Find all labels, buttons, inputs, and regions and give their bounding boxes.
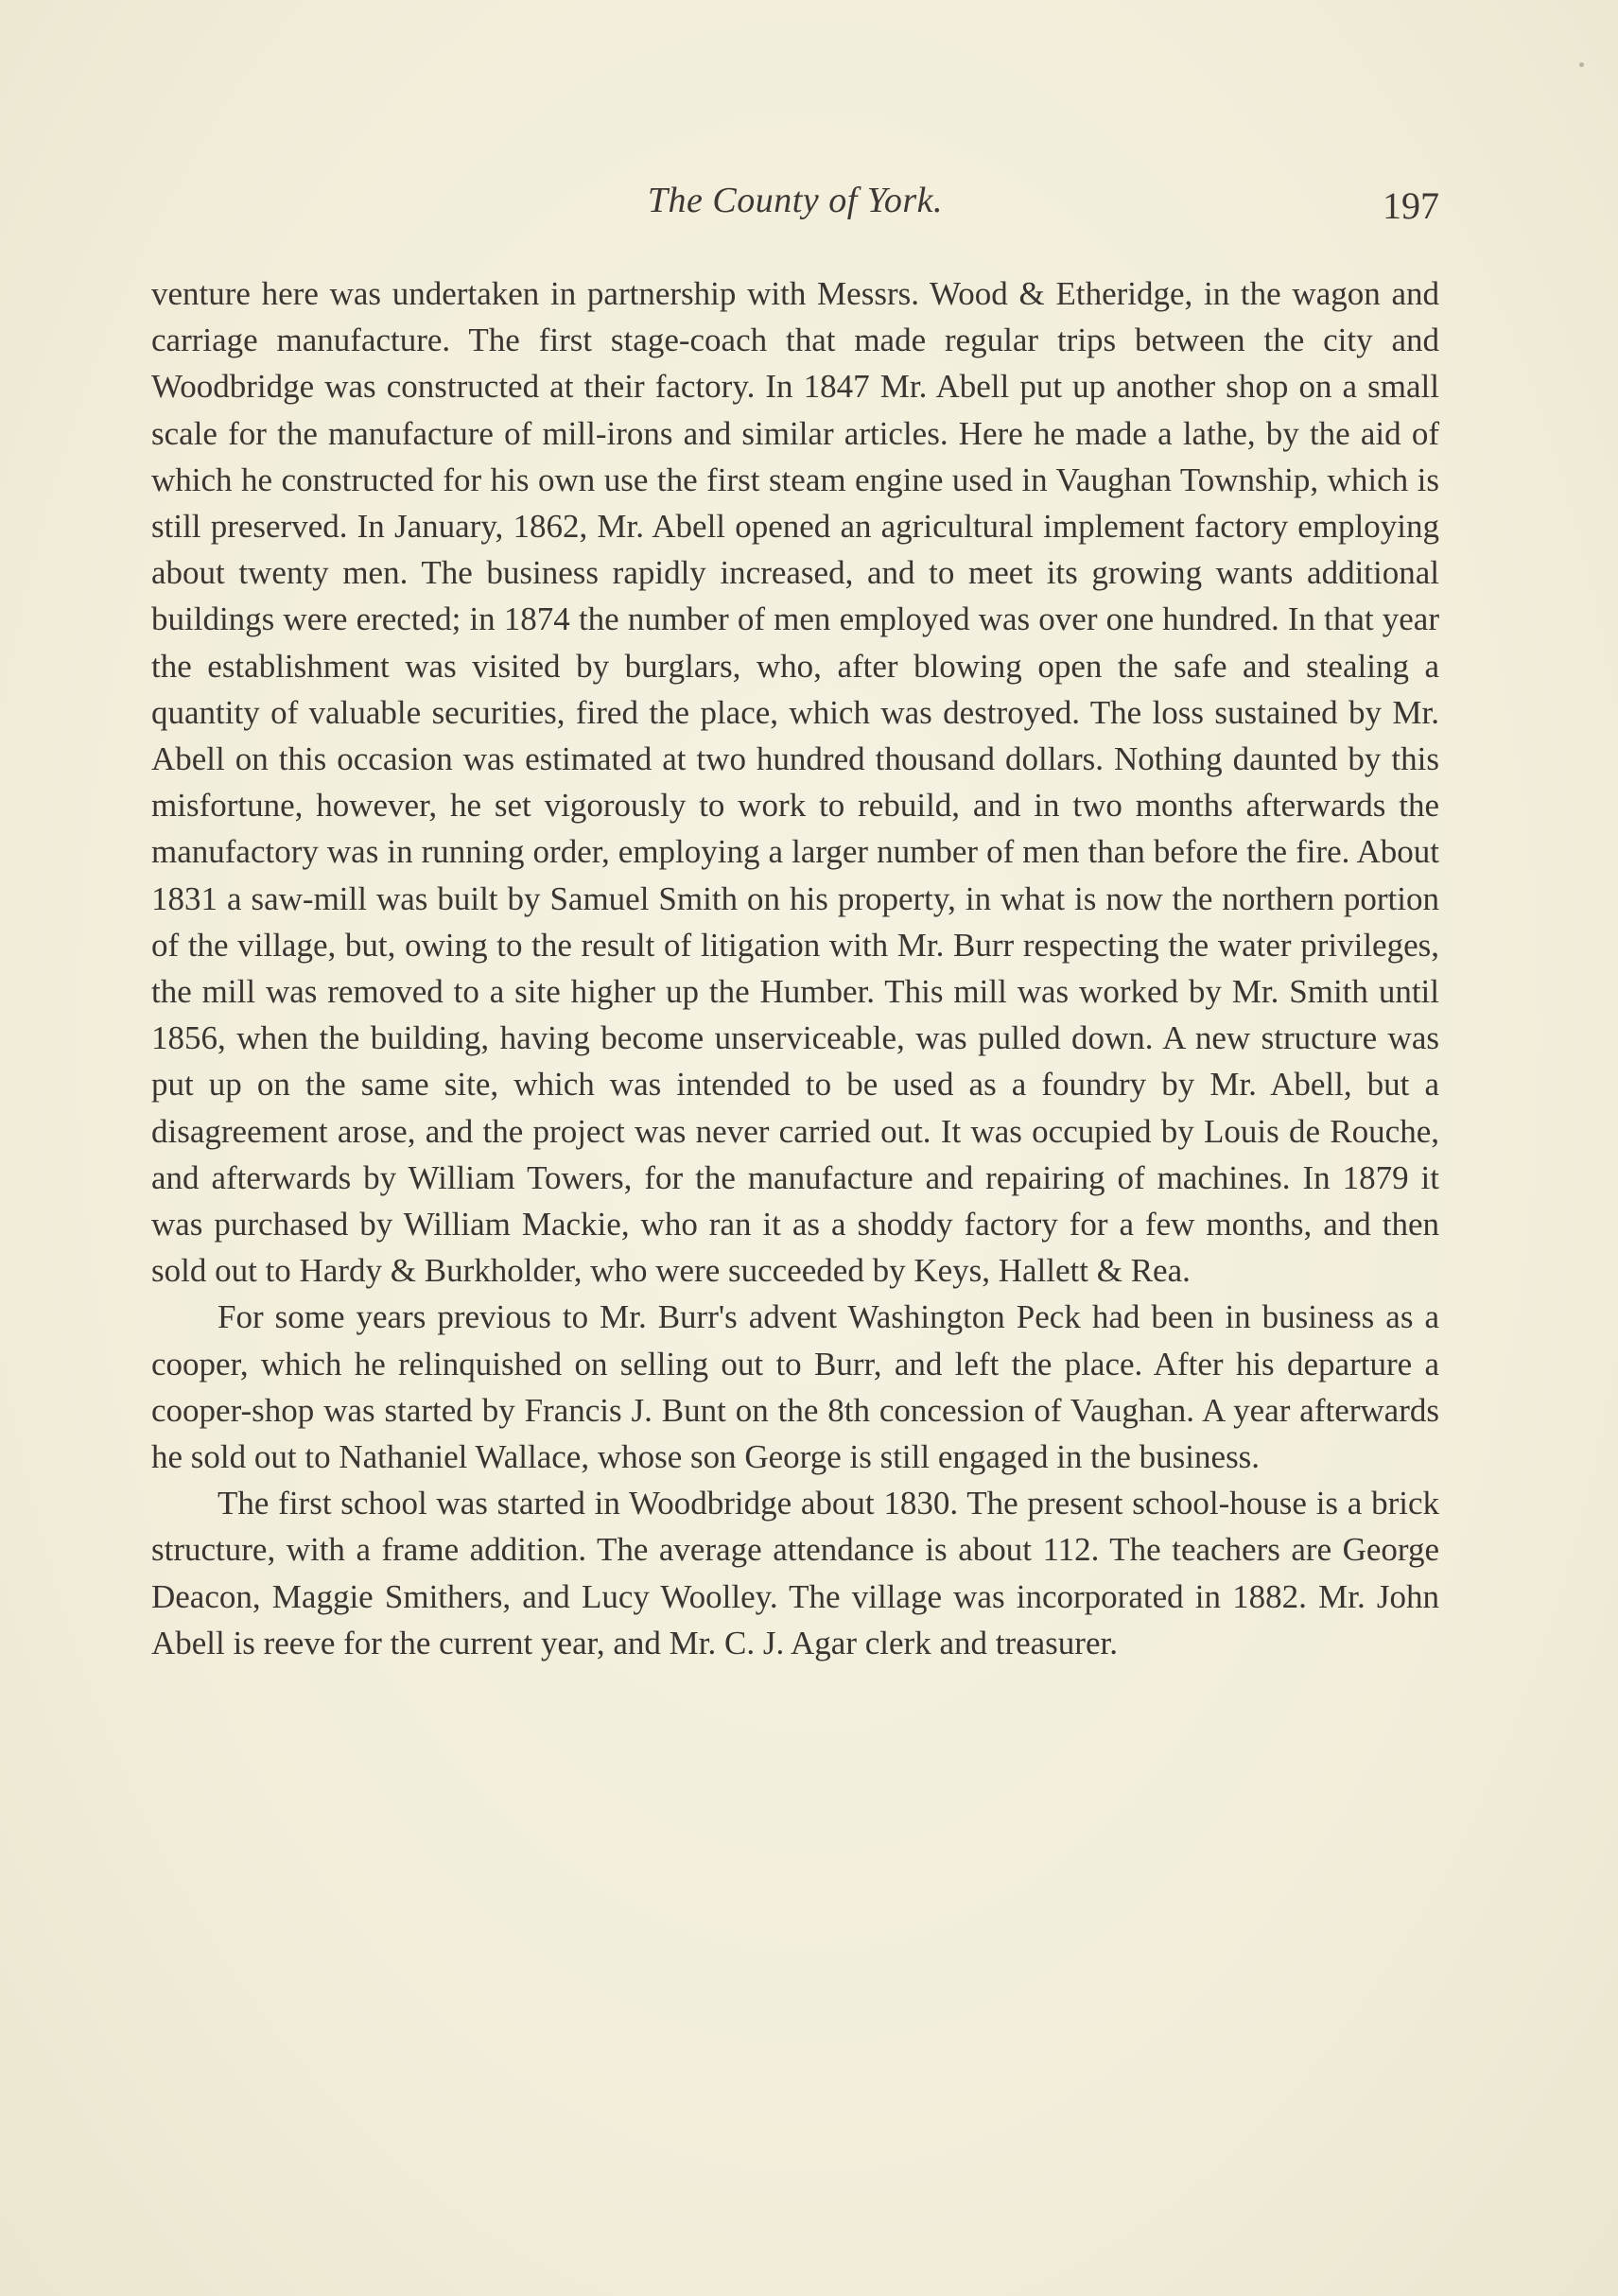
paper-speck [1579, 62, 1584, 67]
running-head [151, 180, 1439, 236]
running-title: The County of York. [647, 181, 944, 220]
paragraph-cooper-shop: For some years previous to Mr. Burr's advent Washington Peck had been in business as a cooper, which he relinquished on selling out to Burr, and left the place. After his departure a cooper-shop was started by Francis J. Bunt on the 8th concession of Vaughan. A year afterwards he sold out to Nathaniel Wallace, whose son George is still engaged in the business. [151, 1298, 1439, 1476]
body-text [151, 270, 1439, 1666]
paragraph-school: The first school was started in Woodbridge about 1830. The present school-house is a brick structure, with a frame addition. The average attendance is about 112. The teachers are George Deacon, Maggie Smithers, and Lucy Woolley. The village was incorporated in 1882. Mr. John Abell is reeve for the current year, and Mr. C. J. Agar clerk and treasurer. [151, 1485, 1439, 1661]
page-number: 197 [1383, 184, 1439, 227]
paragraph-abell-factory: venture here was undertaken in partnership with Messrs. Wood & Etheridge, in the wagon and carriage manufacture. The first stage-coach that made regular trips between the city and Woodbridge was constructed at their factory. In 1847 Mr. Abell put up another shop on a small scale for the manufacture of mill-irons and similar articles. Here he made a lathe, by the aid of which he constructed for his own use the first steam engine used in Vaughan Township, which is still preserved. In January, 1862, Mr. Abell opened an agricultural implement factory employing about twenty men. The business rapidly increased, and to meet its growing wants additional buildings were erected; in 1874 the number of men employed was over one hundred. In that year the establishment was visited by burglars, who, after blowing open the safe and stealing a quantity of valuable securities, fired the place, which was destroyed. The loss sustained by Mr. Abell on this occasion was estimated at two hundred thousand dollars. Nothing daunted by this misfortune, however, he set vigorously to work to rebuild, and in two months afterwards the manufactory was in running order, employing a larger number of men than before the fire. About 1831 a saw-mill was built by Samuel Smith on his property, in what is now the northern portion of the village, but, owing to the result of litigation with Mr. Burr respecting the water privileges, the mill was removed to a site higher up the Humber. This mill was worked by Mr. Smith until 1856, when the building, having become unserviceable, was pulled down. A new structure was put up on the same site, which was intended to be used as a foundry by Mr. Abell, but a disagreement arose, and the project was never carried out. It was occupied by Louis de Rouche, and afterwards by William Towers, for the manufacture and repairing of machines. In 1879 it was purchased by William Mackie, who ran it as a shoddy factory for a few months, and then sold out to Hardy & Burkholder, who were succeeded by Keys, Hallett & Rea. [151, 275, 1439, 1290]
